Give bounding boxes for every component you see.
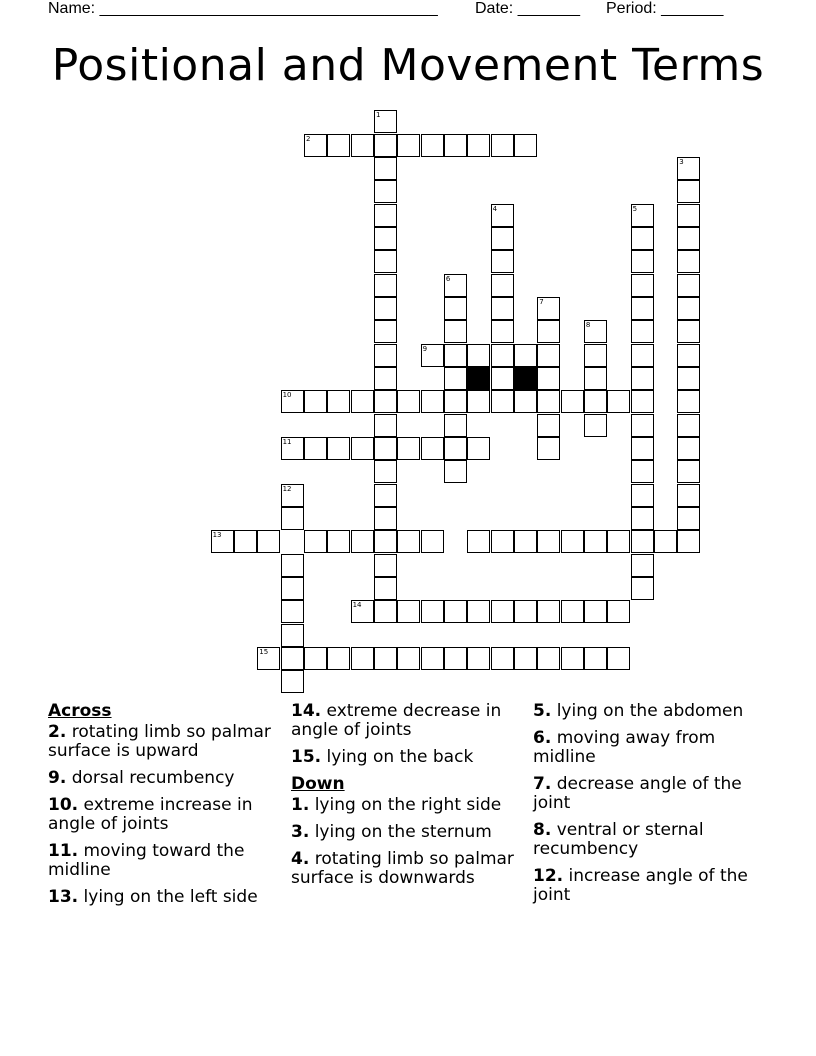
crossword-cell[interactable]	[421, 437, 444, 460]
down-clue-list-continued	[533, 702, 763, 905]
crossword-cell[interactable]	[257, 530, 280, 553]
clue-column-1	[48, 702, 283, 915]
crossword-cell[interactable]	[304, 530, 327, 553]
crossword-cell[interactable]	[607, 530, 630, 553]
crossword-cell[interactable]	[537, 390, 560, 413]
clue-item	[291, 748, 526, 767]
crossword-cell[interactable]	[677, 390, 700, 413]
crossword-cell[interactable]	[327, 390, 350, 413]
clue-item	[291, 850, 526, 888]
crossword-cell[interactable]	[677, 157, 700, 180]
crossword-cell[interactable]	[327, 530, 350, 553]
crossword-cell[interactable]	[631, 484, 654, 507]
clue-text: decrease angle of the joint	[533, 774, 742, 813]
cell-number: 2	[306, 134, 311, 143]
crossword-cell[interactable]	[584, 600, 607, 623]
crossword-cell[interactable]	[281, 577, 304, 600]
crossword-cell[interactable]	[374, 460, 397, 483]
crossword-cell[interactable]	[537, 320, 560, 343]
crossword-cell[interactable]	[537, 414, 560, 437]
clue-number: 9.	[48, 768, 67, 788]
crossword-cell[interactable]	[584, 647, 607, 670]
clue-text: lying on the left side	[78, 887, 258, 907]
crossword-cell[interactable]	[467, 390, 490, 413]
cell-number: 15	[259, 647, 269, 656]
crossword-cell[interactable]	[444, 134, 467, 157]
crossword-cell[interactable]	[467, 344, 490, 367]
crossword-cell[interactable]	[561, 390, 584, 413]
down-heading: Down	[291, 774, 345, 794]
crossword-cell[interactable]	[631, 227, 654, 250]
crossword-cell[interactable]	[584, 344, 607, 367]
crossword-cell[interactable]	[677, 367, 700, 390]
clue-column-3	[533, 702, 763, 913]
clue-number: 1.	[291, 795, 310, 815]
crossword-cell[interactable]	[374, 134, 397, 157]
crossword-cell[interactable]	[374, 297, 397, 320]
crossword-cell[interactable]	[631, 507, 654, 530]
crossword-cell[interactable]	[421, 647, 444, 670]
crossword-cell[interactable]	[304, 647, 327, 670]
clue-text: lying on the sternum	[309, 822, 492, 842]
clue-text: moving away from midline	[533, 728, 716, 767]
page-title: Positional and Movement Terms	[51, 40, 765, 91]
crossword-cell[interactable]	[234, 530, 257, 553]
clue-text: rotating limb so palmar surface is upward	[48, 722, 271, 761]
crossword-cell[interactable]	[467, 134, 490, 157]
cell-number: 4	[492, 204, 498, 213]
crossword-cell[interactable]	[631, 297, 654, 320]
across-heading: Across	[48, 701, 112, 721]
crossword-cell[interactable]	[514, 600, 537, 623]
crossword-cell[interactable]	[584, 414, 607, 437]
crossword-cell[interactable]	[677, 274, 700, 297]
crossword-cell[interactable]	[374, 600, 397, 623]
clue-number: 15.	[291, 747, 322, 767]
crossword-cell[interactable]	[421, 600, 444, 623]
clue-number: 8.	[533, 820, 552, 840]
crossword-cell[interactable]	[491, 344, 514, 367]
crossword-cell[interactable]	[631, 367, 654, 390]
clue-number: 11.	[48, 841, 79, 861]
crossword-cell[interactable]	[397, 437, 420, 460]
crossword-cell[interactable]	[374, 530, 397, 553]
crossword-cell[interactable]	[654, 530, 677, 553]
crossword-cell[interactable]	[374, 554, 397, 577]
clue-text: lying on the abdomen	[551, 701, 744, 721]
cell-number: 7	[539, 298, 544, 306]
crossword-cell[interactable]	[397, 530, 420, 553]
clue-item	[48, 769, 283, 788]
crossword-cell[interactable]	[631, 344, 654, 367]
crossword-cell[interactable]	[631, 554, 654, 577]
crossword-cell[interactable]	[491, 204, 514, 227]
clue-number: 14.	[291, 701, 322, 721]
crossword-cell[interactable]	[677, 414, 700, 437]
crossword-cell[interactable]	[514, 390, 537, 413]
crossword-cell[interactable]	[281, 624, 304, 647]
cell-number: 9	[422, 344, 428, 353]
clue-item	[533, 867, 763, 905]
crossword-cell[interactable]	[281, 437, 304, 460]
crossword-cell[interactable]	[444, 647, 467, 670]
crossword-cell[interactable]	[444, 320, 467, 343]
crossword-cell[interactable]	[584, 390, 607, 413]
clue-item	[533, 775, 763, 813]
crossword-cell[interactable]	[467, 437, 490, 460]
date-field-label[interactable]: Date: _______	[475, 0, 580, 17]
crossword-cell[interactable]	[444, 390, 467, 413]
crossword-cell[interactable]	[537, 530, 560, 553]
crossword-cell[interactable]	[584, 530, 607, 553]
clue-number: 12.	[533, 866, 564, 886]
crossword-cell[interactable]	[631, 460, 654, 483]
crossword-cell[interactable]	[537, 344, 560, 367]
crossword-cell[interactable]	[374, 344, 397, 367]
blocked-square	[514, 367, 537, 390]
crossword-cell[interactable]	[677, 344, 700, 367]
across-clue-list	[48, 723, 283, 907]
crossword-cell[interactable]	[584, 367, 607, 390]
crossword-cell[interactable]	[444, 344, 467, 367]
crossword-cell[interactable]	[514, 344, 537, 367]
across-clue-list-continued	[291, 702, 526, 767]
cell-number: 5	[632, 204, 638, 213]
crossword-cell[interactable]	[491, 367, 514, 390]
crossword-cell[interactable]	[374, 204, 397, 227]
crossword-cell[interactable]	[491, 600, 514, 623]
clue-number: 2.	[48, 722, 67, 742]
clue-number: 13.	[48, 887, 79, 907]
crossword-cell[interactable]	[444, 414, 467, 437]
crossword-cell[interactable]	[444, 297, 467, 320]
crossword-cell[interactable]	[211, 530, 234, 553]
crossword-cell[interactable]	[467, 530, 490, 553]
crossword-cell[interactable]	[467, 647, 490, 670]
crossword-cell[interactable]	[374, 647, 397, 670]
crossword-cell[interactable]	[514, 530, 537, 553]
crossword-cell[interactable]	[444, 367, 467, 390]
cell-number: 13	[212, 531, 222, 540]
crossword-cell[interactable]	[631, 274, 654, 297]
crossword-cell[interactable]	[281, 670, 304, 693]
crossword-cell[interactable]	[397, 647, 420, 670]
crossword-cell[interactable]	[421, 344, 444, 367]
crossword-cell[interactable]	[351, 530, 374, 553]
crossword-cell[interactable]	[421, 390, 444, 413]
crossword-cell[interactable]	[444, 460, 467, 483]
crossword-cell[interactable]	[631, 437, 654, 460]
crossword-cell[interactable]	[491, 320, 514, 343]
clue-text: ventral or sternal recumbency	[533, 820, 704, 859]
clue-item	[291, 823, 526, 842]
crossword-cell[interactable]	[281, 554, 304, 577]
clue-number: 4.	[291, 849, 310, 869]
crossword-cell[interactable]	[397, 390, 420, 413]
crossword-cell[interactable]	[374, 110, 397, 133]
clue-number: 7.	[533, 774, 552, 794]
clue-text: extreme decrease in angle of joints	[291, 701, 502, 740]
crossword-cell[interactable]	[677, 437, 700, 460]
crossword-cell[interactable]	[351, 647, 374, 670]
clue-item	[48, 723, 283, 761]
crossword-cell[interactable]	[374, 250, 397, 273]
crossword-cell[interactable]	[537, 367, 560, 390]
crossword-cell[interactable]	[677, 297, 700, 320]
crossword-cell[interactable]	[374, 227, 397, 250]
clue-item	[48, 888, 283, 907]
crossword-cell[interactable]	[677, 530, 700, 553]
crossword-cell[interactable]	[677, 204, 700, 227]
clue-column-2	[291, 702, 526, 896]
crossword-cell[interactable]	[677, 460, 700, 483]
crossword-cell[interactable]	[677, 507, 700, 530]
crossword-cell[interactable]	[444, 437, 467, 460]
clue-item	[291, 702, 526, 740]
crossword-cell[interactable]	[444, 600, 467, 623]
crossword-cell[interactable]	[374, 390, 397, 413]
period-field-label[interactable]: Period: _______	[606, 0, 724, 17]
crossword-cell[interactable]	[537, 297, 560, 320]
crossword-cell[interactable]	[374, 320, 397, 343]
crossword-cell[interactable]	[421, 134, 444, 157]
crossword-cell[interactable]	[304, 437, 327, 460]
cell-number: 6	[445, 274, 451, 283]
crossword-cell[interactable]	[677, 250, 700, 273]
name-field-label[interactable]: Name: ______________________________________	[48, 0, 438, 17]
cell-number: 8	[585, 321, 591, 330]
crossword-cell[interactable]	[514, 134, 537, 157]
crossword-cell[interactable]	[677, 484, 700, 507]
crossword-cell[interactable]	[491, 227, 514, 250]
crossword-cell[interactable]	[281, 600, 304, 623]
crossword-cell[interactable]	[561, 530, 584, 553]
crossword-cell[interactable]	[374, 274, 397, 297]
crossword-cell[interactable]	[374, 577, 397, 600]
crossword-cell[interactable]	[631, 390, 654, 413]
crossword-cell[interactable]	[537, 600, 560, 623]
crossword-cell[interactable]	[281, 507, 304, 530]
crossword-cell[interactable]	[327, 437, 350, 460]
crossword-cell[interactable]	[281, 484, 304, 507]
crossword-cell[interactable]	[327, 134, 350, 157]
crossword-cell[interactable]	[281, 647, 304, 670]
clue-text: increase angle of the joint	[533, 866, 748, 905]
crossword-cell[interactable]	[351, 134, 374, 157]
crossword-cell[interactable]	[491, 530, 514, 553]
crossword-cell[interactable]	[631, 414, 654, 437]
clue-item	[533, 729, 763, 767]
clue-number: 5.	[533, 701, 552, 721]
down-clue-list	[291, 796, 526, 888]
crossword-cell[interactable]	[561, 647, 584, 670]
crossword-cell[interactable]	[397, 600, 420, 623]
clue-text: lying on the right side	[309, 795, 502, 815]
crossword-cell[interactable]	[327, 647, 350, 670]
clue-number: 6.	[533, 728, 552, 748]
clue-item	[48, 842, 283, 880]
crossword-cell[interactable]	[374, 367, 397, 390]
crossword-cell[interactable]	[374, 507, 397, 530]
clue-number: 3.	[291, 822, 310, 842]
crossword-cell[interactable]	[677, 320, 700, 343]
crossword-cell[interactable]	[537, 437, 560, 460]
crossword-cell[interactable]	[421, 530, 444, 553]
crossword-cell[interactable]	[467, 600, 490, 623]
cell-number: 12	[282, 484, 292, 493]
crossword-cell[interactable]	[607, 600, 630, 623]
clue-text: lying on the back	[321, 747, 474, 767]
clue-text: extreme increase in angle of joints	[48, 795, 253, 834]
crossword-cell[interactable]	[491, 134, 514, 157]
clue-text: dorsal recumbency	[66, 768, 235, 788]
crossword-cell[interactable]	[351, 437, 374, 460]
crossword-cell[interactable]	[514, 647, 537, 670]
crossword-cell[interactable]	[607, 390, 630, 413]
cell-number: 1	[376, 111, 381, 120]
crossword-cell[interactable]	[631, 204, 654, 227]
cell-number: 14	[352, 601, 362, 610]
crossword-cell[interactable]	[351, 390, 374, 413]
crossword-cell[interactable]	[397, 134, 420, 157]
crossword-cell[interactable]	[631, 250, 654, 273]
crossword-cell[interactable]	[491, 297, 514, 320]
cell-number: 10	[282, 391, 292, 400]
crossword-cell[interactable]	[607, 647, 630, 670]
crossword-cell[interactable]	[444, 274, 467, 297]
crossword-cell[interactable]	[374, 157, 397, 180]
blocked-square	[467, 367, 490, 390]
crossword-cell[interactable]	[351, 600, 374, 623]
clue-item	[533, 821, 763, 859]
crossword-cell[interactable]	[537, 647, 560, 670]
crossword-cell[interactable]	[491, 647, 514, 670]
clue-item	[533, 702, 763, 721]
crossword-cell[interactable]	[631, 320, 654, 343]
crossword-cell[interactable]	[281, 390, 304, 413]
crossword-cell[interactable]	[374, 484, 397, 507]
crossword-cell[interactable]	[374, 414, 397, 437]
crossword-cell[interactable]	[374, 180, 397, 203]
clue-text: moving toward the midline	[48, 841, 245, 880]
cell-number: 3	[679, 158, 684, 166]
crossword-cell[interactable]	[677, 180, 700, 203]
clue-number: 10.	[48, 795, 79, 815]
crossword-cell[interactable]	[491, 274, 514, 297]
clue-item	[291, 796, 526, 815]
crossword-cell[interactable]	[677, 227, 700, 250]
clue-item	[48, 796, 283, 834]
crossword-cell[interactable]	[631, 577, 654, 600]
crossword-cell[interactable]	[491, 390, 514, 413]
crossword-cell[interactable]	[584, 320, 607, 343]
crossword-cell[interactable]	[257, 647, 280, 670]
clue-text: rotating limb so palmar surface is downwards	[291, 849, 514, 888]
crossword-cell[interactable]	[491, 250, 514, 273]
cell-number: 11	[282, 437, 292, 446]
crossword-cell[interactable]	[304, 134, 327, 157]
crossword-cell[interactable]	[561, 600, 584, 623]
crossword-cell[interactable]	[374, 437, 397, 460]
crossword-cell[interactable]	[631, 530, 654, 553]
crossword-cell[interactable]	[304, 390, 327, 413]
